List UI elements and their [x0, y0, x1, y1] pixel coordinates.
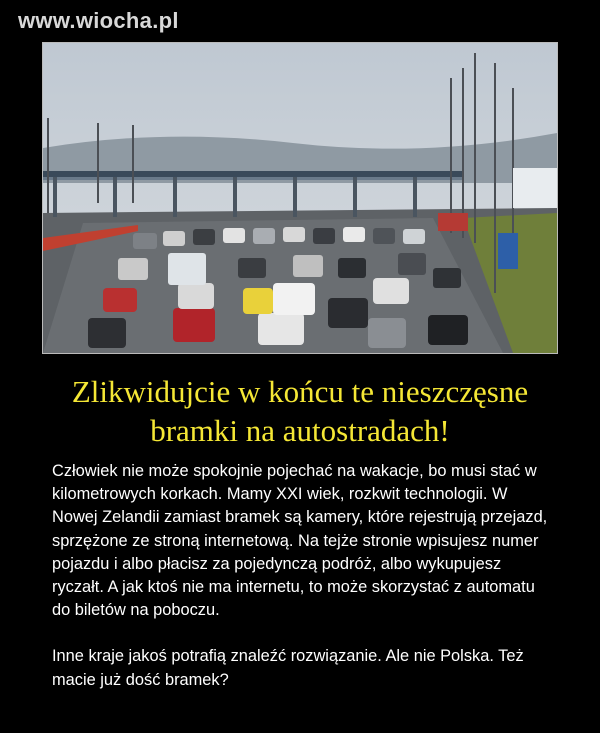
watermark: www.wiocha.pl: [18, 8, 179, 33]
paragraph-2: Inne kraje jakoś potrafią znaleźć rozwiązanie. Ale nie Polska. Też macie już dość bramek?: [52, 647, 524, 689]
body-text: [52, 460, 552, 692]
traffic-jam-illustration: [43, 43, 557, 353]
highway-toll-photo: [42, 42, 558, 354]
paragraph-1: Człowiek nie może spokojnie pojechać na wakacje, bo musi stać w kilometrowych korkach. Mamy XXI wiek, rozkwit technologii. W Nowej Zelandii zamiast bramek są kamery, które rejestrują przejazd, sprzężone ze stroną internetową. Na tejże stronie wpisujesz numer pojazdu i albo płacisz za pojedynczą podróż, albo wykupujesz ryczałt. A jak ktoś nie ma internetu, to może skorzystać z automatu do biletów na poboczu.: [52, 462, 548, 620]
headline: [20, 372, 580, 450]
headline-line-2: bramki na autostradach!: [150, 413, 450, 448]
headline-line-1: Zlikwidujcie w końcu te nieszczęsne: [71, 374, 529, 409]
